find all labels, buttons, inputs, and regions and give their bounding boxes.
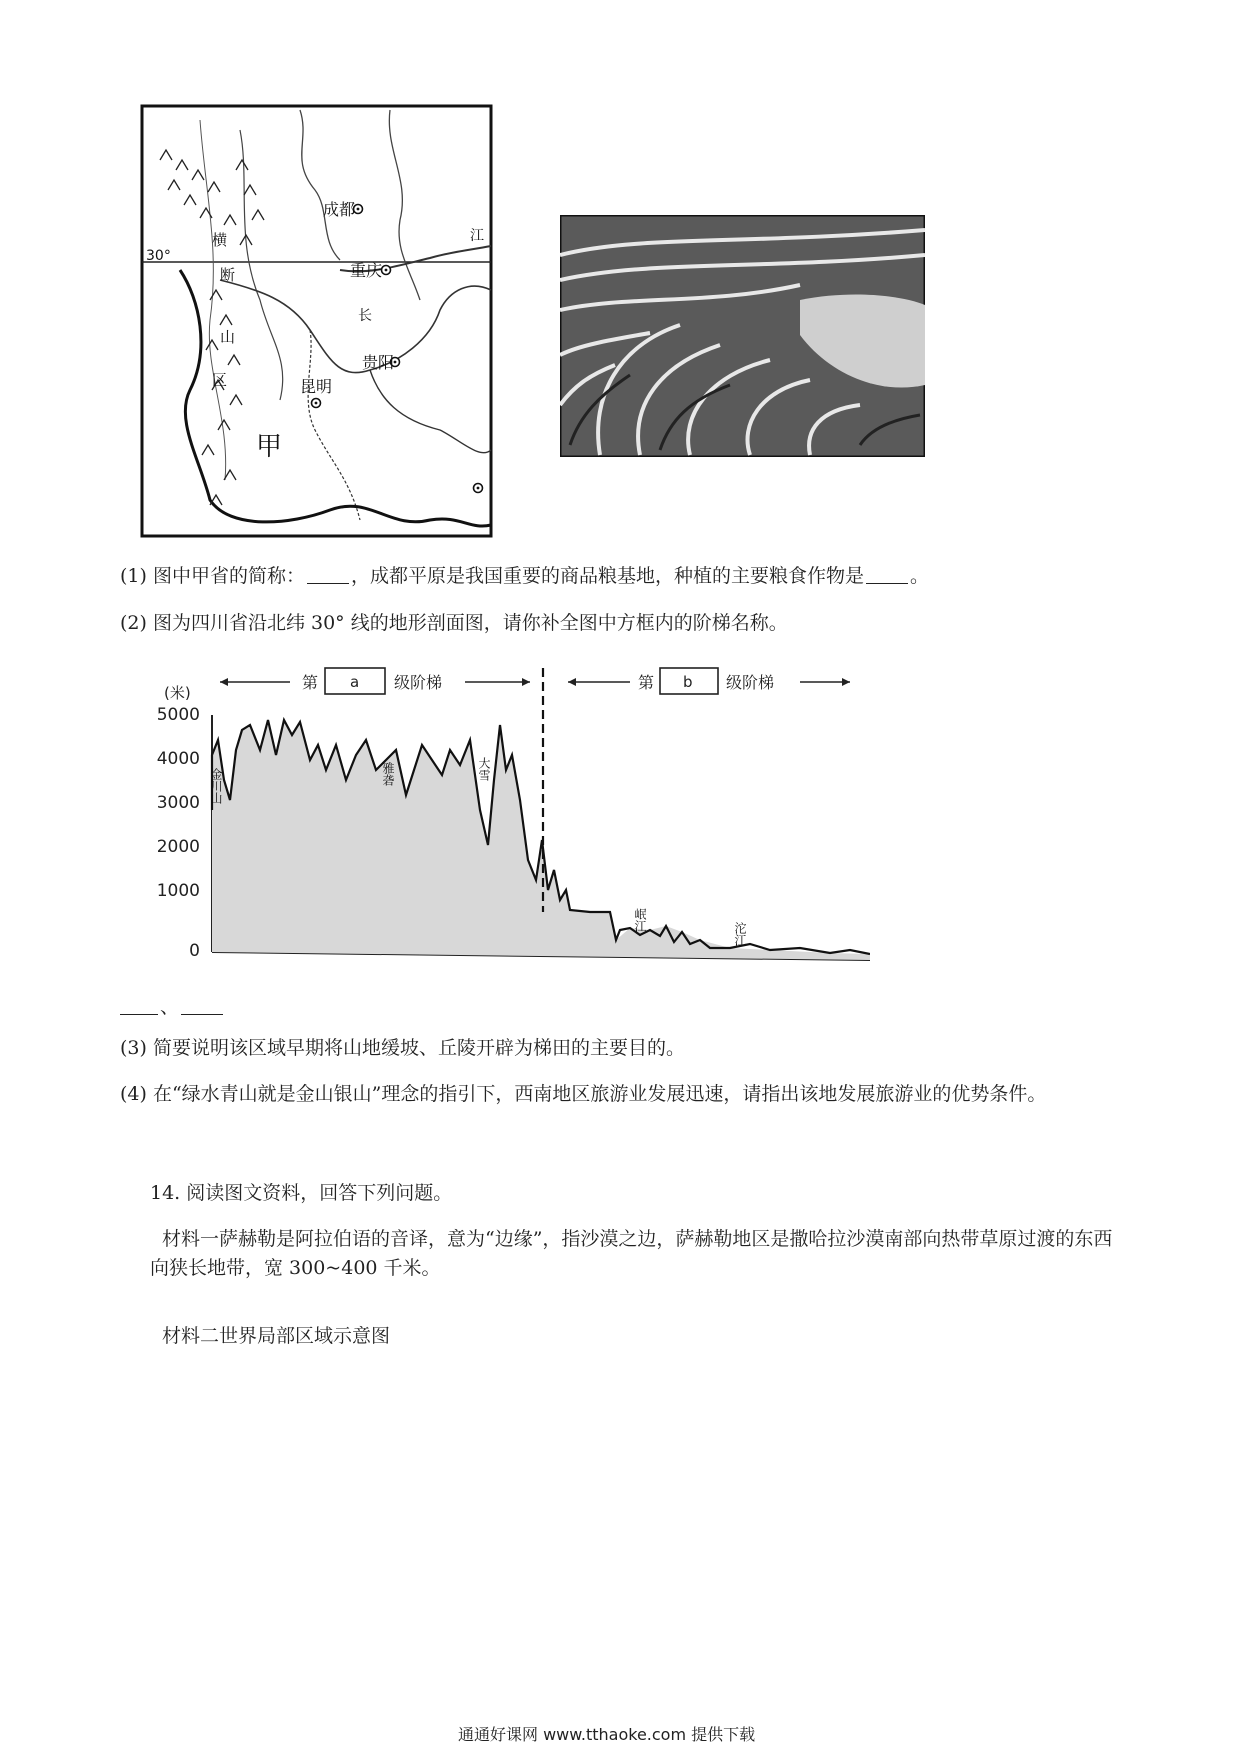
step-box-b-label: b [683, 673, 693, 691]
y-tick-4000: 4000 [156, 749, 200, 769]
question-4: (4) 在“绿水青山就是金山银山”理念的指引下，西南地区旅游业发展迅速，请指出该地发展旅游业的优势条件。 [120, 1083, 1047, 1105]
mountain-label-qu: 区 [212, 371, 228, 389]
answer-blank-crop[interactable] [866, 565, 908, 584]
y-tick-5000: 5000 [156, 705, 200, 725]
material-1: 材料一萨赫勒是阿拉伯语的音译，意为“边缘”，指沙漠之边，萨赫勒地区是撒哈拉沙漠南部向热带草原过渡的东西向狭长地带，宽 300~400 千米。 [150, 1228, 1113, 1280]
city-label-chengdu: 成都 [323, 200, 356, 219]
river-label-chang: 长 [358, 308, 372, 324]
answer-blank-a[interactable] [120, 996, 158, 1015]
peak-label-1: 金川山 [209, 768, 223, 804]
peak-label-3: 大雪 [477, 757, 491, 781]
river-label-jiang: 江 [470, 228, 484, 244]
question-1-text-c: 。 [909, 565, 929, 587]
y-axis-unit: (米) [164, 684, 191, 702]
y-tick-3000: 3000 [156, 793, 200, 813]
peak-label-4: 岷江 [633, 908, 647, 932]
question-1 [120, 563, 929, 590]
question-3: (3) 简要说明该区域早期将山地缓坡、丘陵开辟为梯田的主要目的。 [120, 1037, 685, 1059]
question-1-text-a: (1) 图中甲省的简称： [120, 565, 305, 587]
mountain-label-shan: 山 [220, 328, 236, 346]
mountain-label-heng: 横 [212, 231, 228, 249]
peak-label-2: 雅砻 [381, 762, 395, 786]
peak-label-5: 沱江 [733, 922, 747, 946]
y-tick-2000: 2000 [156, 837, 200, 857]
province-label-jia: 甲 [256, 432, 283, 462]
terrain-profile-chart [150, 660, 870, 970]
y-tick-0: 0 [189, 941, 200, 961]
answer-separator: 、 [160, 996, 180, 1018]
question-2-answers [118, 994, 225, 1021]
question-1-text-b: ，成都平原是我国重要的商品粮基地，种植的主要粮食作物是 [350, 565, 864, 587]
city-label-chongqing: 重庆 [350, 261, 383, 280]
city-label-guiyang: 贵阳 [362, 353, 395, 372]
y-tick-1000: 1000 [156, 881, 200, 901]
latitude-label: 30° [146, 248, 171, 264]
question-2: (2) 图为四川省沿北纬 30° 线的地形剖面图，请你补全图中方框内的阶梯名称。 [120, 612, 788, 634]
southwest-china-map [140, 100, 495, 540]
step-box-a-label: a [350, 673, 360, 691]
page-footer: 通通好课网 www.tthaoke.com 提供下载 [458, 1725, 756, 1744]
step-suffix-right: 级阶梯 [726, 673, 775, 692]
mountain-label-duan: 断 [220, 266, 236, 284]
step-prefix-left: 第 [302, 673, 319, 692]
terraced-fields-photo [560, 215, 925, 457]
step-prefix-right: 第 [638, 673, 655, 692]
step-suffix-left: 级阶梯 [394, 673, 443, 692]
answer-blank-abbrev[interactable] [307, 565, 349, 584]
question-14: 14. 阅读图文资料，回答下列问题。 [150, 1182, 453, 1204]
answer-blank-b[interactable] [181, 996, 223, 1015]
material-2: 材料二世界局部区域示意图 [162, 1325, 391, 1347]
city-label-kunming: 昆明 [300, 377, 333, 396]
